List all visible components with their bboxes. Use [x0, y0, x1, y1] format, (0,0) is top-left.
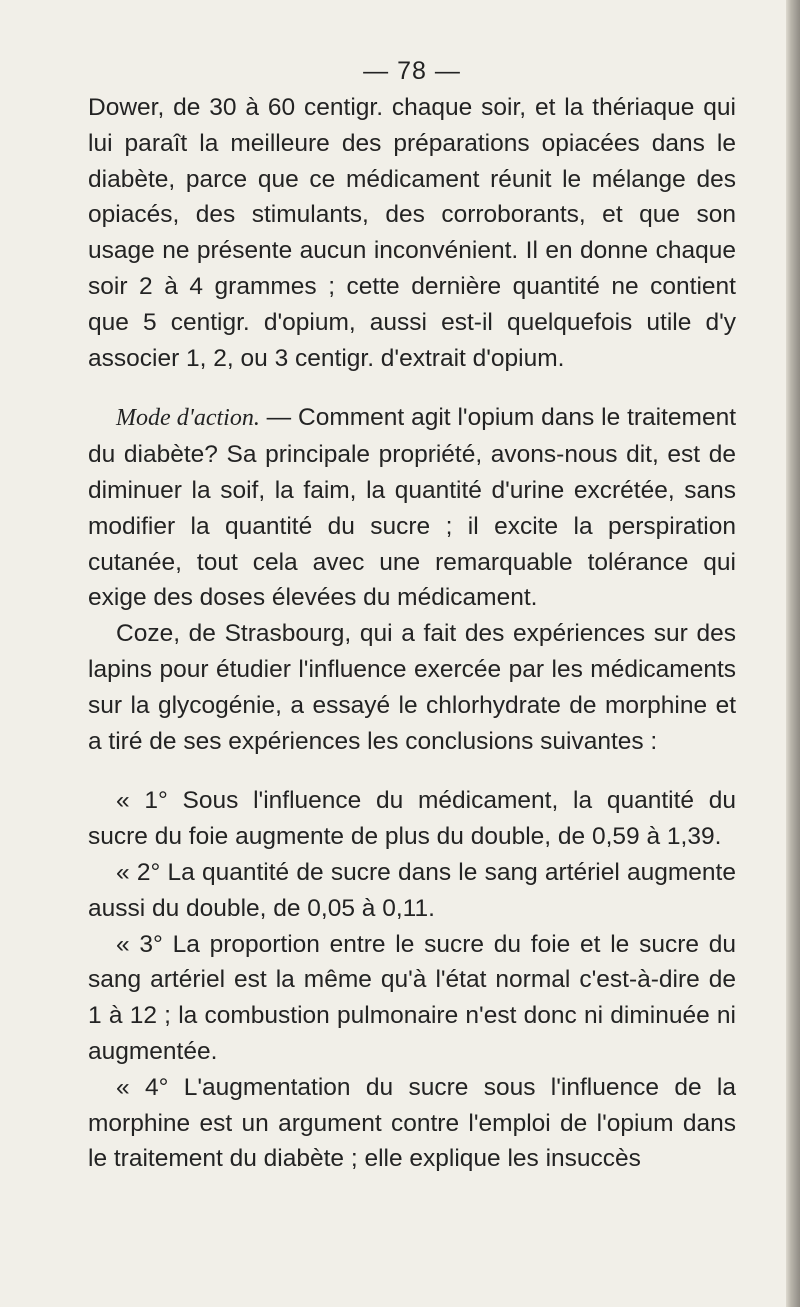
- page-edge-shadow: [786, 0, 800, 1307]
- paragraph-opium-dosage: Dower, de 30 à 60 centigr. chaque soir, et la thériaque qui lui paraît la meilleure des préparations opiacées dans le diabète, parce que ce médicament réunit le mélange des opiacés, des stimulants, des corroborants, et que son usage ne présente aucun inconvénient. Il en donne chaque soir 2 à 4 grammes ; cette dernière quantité ne contient que 5 centigr. d'opium, aussi est-il quelquefois utile d'y associer 1, 2, ou 3 centigr. d'extrait d'opium.: [88, 94, 736, 372]
- section-heading-mode-action: Mode d'action.: [116, 405, 260, 432]
- paragraph-mode-action: [88, 400, 736, 616]
- conclusion-item-2: « 2° La quantité de sucre dans le sang artériel augmente aussi du double, de 0,05 à 0,11.: [88, 858, 736, 922]
- page-number: — 78 —: [363, 57, 461, 85]
- book-page: [88, 56, 736, 1177]
- conclusion-item-4: « 4° L'augmentation du sucre sous l'influence de la morphine est un argument contre l'emploi de l'opium dans le traitement du diabète ; elle explique les insuccès: [88, 1073, 736, 1173]
- conclusion-item-3: « 3° La proportion entre le sucre du foie et le sucre du sang artériel est la même qu'à l'état normal c'est-à-dire de 1 à 12 ; la combustion pulmonaire n'est donc ni diminuée ni augmentée.: [88, 930, 736, 1065]
- paragraph-mode-action-text: — Comment agit l'opium dans le traitement du diabète? Sa principale propriété, avons-nous dit, est de diminuer la soif, la faim, la quantité d'urine excrétée, sans modifier la quantité du sucre ; il excite la perspiration cutanée, tout cela avec une remarquable tolérance qui exige des doses élevées du médicament.: [88, 404, 737, 612]
- conclusion-item-1: « 1° Sous l'influence du médicament, la quantité du sucre du foie augmente de plus du double, de 0,59 à 1,39.: [88, 787, 736, 851]
- paragraph-coze-experiments: Coze, de Strasbourg, qui a fait des expériences sur des lapins pour étudier l'influence exercée par les médicaments sur la glycogénie, a essayé le chlorhydrate de morphine et a tiré de ses expériences les conclusions suivantes :: [88, 620, 736, 755]
